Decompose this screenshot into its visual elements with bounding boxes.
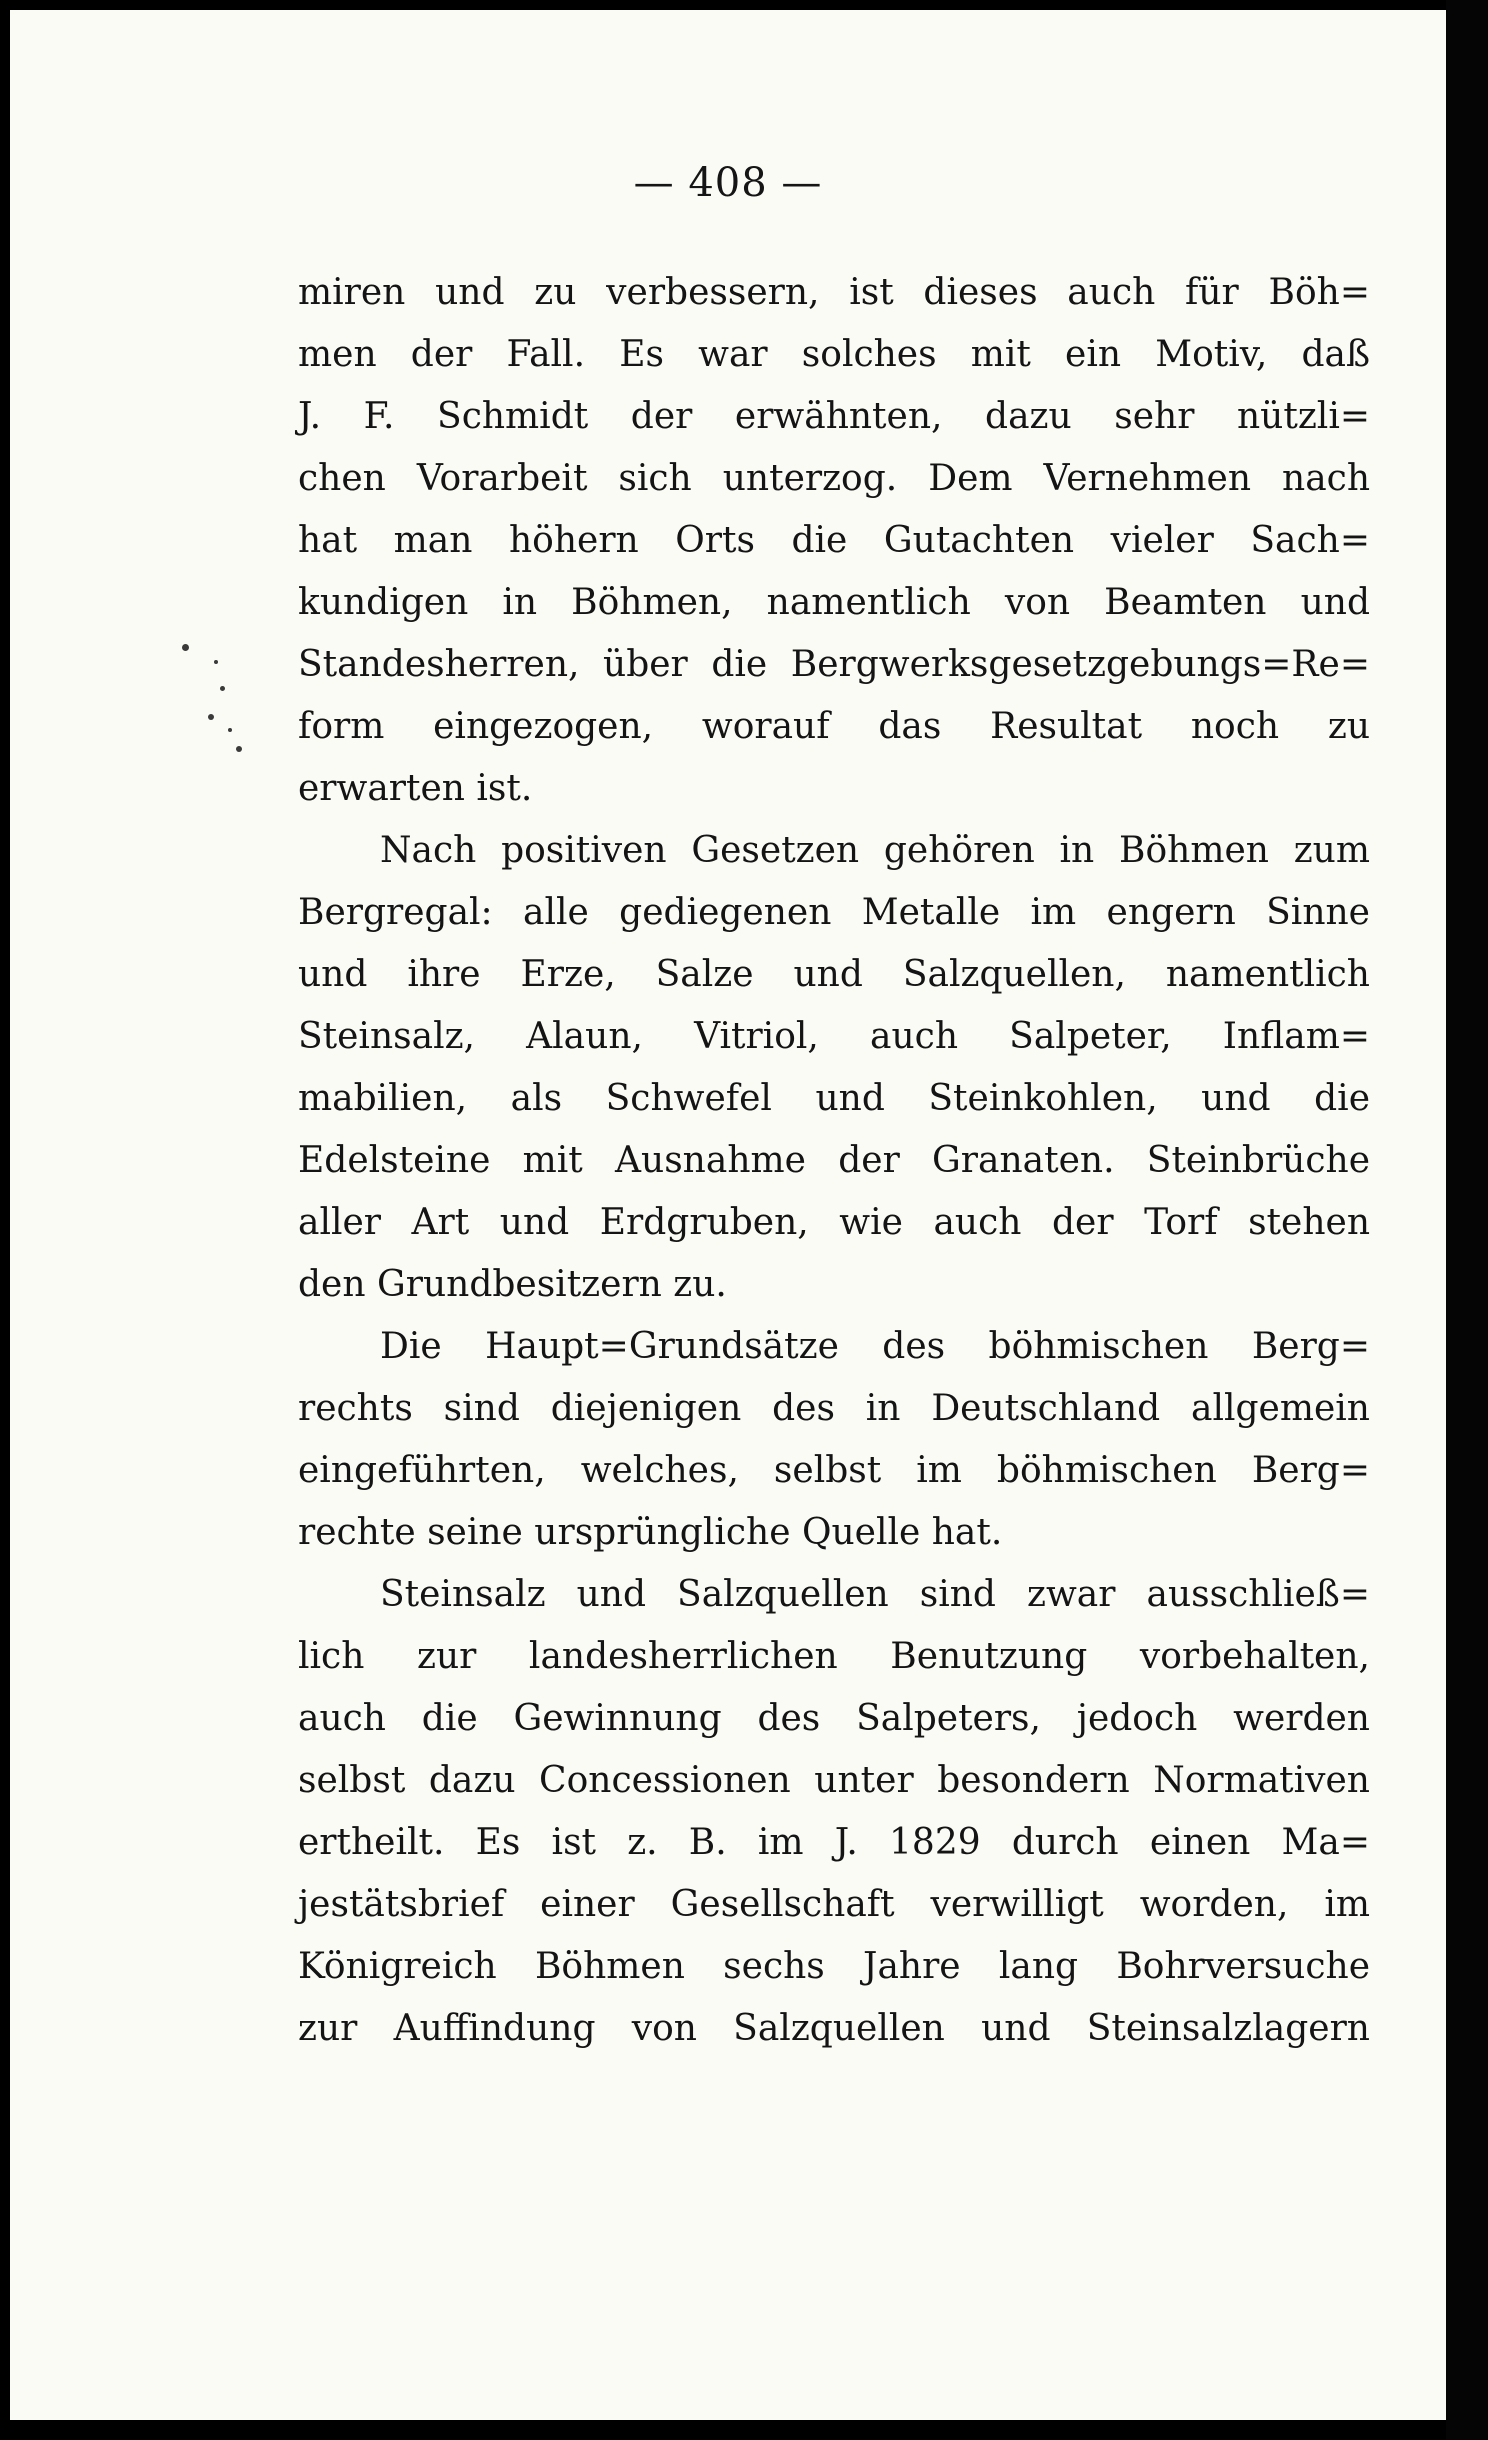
print-speck bbox=[220, 686, 225, 691]
text-line: miren und zu verbessern, ist dieses auch für Böh= bbox=[298, 272, 1370, 313]
text-line: erwarten ist. bbox=[298, 768, 533, 809]
print-speck bbox=[182, 644, 189, 651]
text-line: ertheilt. Es ist z. B. im J. 1829 durch einen Ma= bbox=[298, 1822, 1370, 1863]
print-speck bbox=[214, 660, 218, 664]
text-line: Bergregal: alle gediegenen Metalle im engern Sinne bbox=[298, 892, 1370, 933]
text-line: J. F. Schmidt der erwähnten, dazu sehr nützli= bbox=[298, 396, 1370, 437]
text-line: lich zur landesherrlichen Benutzung vorbehalten, bbox=[298, 1636, 1370, 1677]
text-line: rechte seine ursprüngliche Quelle hat. bbox=[298, 1512, 1003, 1553]
text-line: jestätsbrief einer Gesellschaft verwilligt worden, im bbox=[298, 1884, 1370, 1925]
text-line: eingeführten, welches, selbst im böhmischen Berg= bbox=[298, 1450, 1370, 1491]
page-edge-shadow bbox=[1446, 0, 1488, 2440]
text-line: mabilien, als Schwefel und Steinkohlen, und die bbox=[298, 1078, 1370, 1119]
text-line: Steinsalz, Alaun, Vitriol, auch Salpeter, Inflam= bbox=[298, 1016, 1370, 1057]
text-line: rechts sind diejenigen des in Deutschland allgemein bbox=[298, 1388, 1370, 1429]
print-speck bbox=[236, 746, 242, 752]
text-line: aller Art und Erdgruben, wie auch der Torf stehen bbox=[298, 1202, 1370, 1243]
text-line: auch die Gewinnung des Salpeters, jedoch werden bbox=[298, 1698, 1370, 1739]
print-speck bbox=[228, 728, 232, 732]
text-line: Nach positiven Gesetzen gehören in Böhmen zum bbox=[380, 830, 1370, 871]
text-line: Edelsteine mit Ausnahme der Granaten. Steinbrüche bbox=[298, 1140, 1370, 1181]
text-line: Standesherren, über die Bergwerksgesetzgebungs=Re= bbox=[298, 644, 1370, 685]
text-line: chen Vorarbeit sich unterzog. Dem Vernehmen nach bbox=[298, 458, 1370, 499]
text-line: und ihre Erze, Salze und Salzquellen, namentlich bbox=[298, 954, 1370, 995]
text-line: zur Auffindung von Salzquellen und Steinsalzlagern bbox=[298, 2008, 1370, 2049]
body-text bbox=[298, 262, 1370, 2060]
text-line: Königreich Böhmen sechs Jahre lang Bohrversuche bbox=[298, 1946, 1370, 1987]
print-speck bbox=[208, 714, 214, 720]
text-line: men der Fall. Es war solches mit ein Motiv, daß bbox=[298, 334, 1370, 375]
text-line: Die Haupt=Grundsätze des böhmischen Berg= bbox=[380, 1326, 1370, 1367]
text-line: hat man höhern Orts die Gutachten vieler Sach= bbox=[298, 520, 1370, 561]
text-line: selbst dazu Concessionen unter besondern Normativen bbox=[298, 1760, 1370, 1801]
book-page bbox=[10, 10, 1446, 2420]
text-line: form eingezogen, worauf das Resultat noch zu bbox=[298, 706, 1370, 747]
page-number: — 408 — bbox=[633, 160, 823, 206]
text-line: kundigen in Böhmen, namentlich von Beamten und bbox=[298, 582, 1370, 623]
text-line: Steinsalz und Salzquellen sind zwar ausschließ= bbox=[380, 1574, 1370, 1615]
text-line: den Grundbesitzern zu. bbox=[298, 1264, 727, 1305]
